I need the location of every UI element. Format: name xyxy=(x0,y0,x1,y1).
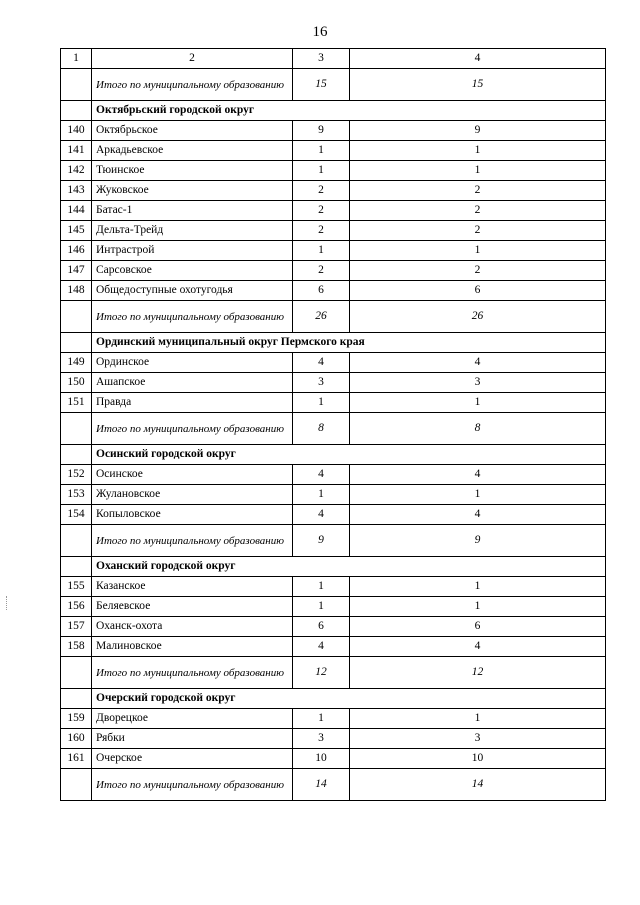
row-number: 140 xyxy=(61,121,92,141)
col4-value: 4 xyxy=(350,637,606,657)
row-number: 141 xyxy=(61,141,92,161)
col3-value: 1 xyxy=(293,709,350,729)
header-cell-3: 3 xyxy=(293,49,350,69)
subtotal-label: Итого по муниципальному образованию xyxy=(92,301,293,333)
col3-value: 4 xyxy=(293,353,350,373)
table-row xyxy=(61,597,606,617)
col3-value: 1 xyxy=(293,597,350,617)
row-number: 142 xyxy=(61,161,92,181)
header-cell-2: 2 xyxy=(92,49,293,69)
subtotal-row xyxy=(61,769,606,801)
scan-edge-mark xyxy=(6,596,8,610)
table-row xyxy=(61,637,606,657)
hunting-ground-name: Ординское xyxy=(92,353,293,373)
col3-value: 1 xyxy=(293,161,350,181)
table-row xyxy=(61,485,606,505)
subtotal-label: Итого по муниципальному образованию xyxy=(92,657,293,689)
col4-value: 6 xyxy=(350,617,606,637)
table-row xyxy=(61,709,606,729)
col4-value: 15 xyxy=(350,69,606,101)
hunting-ground-name: Октябрьское xyxy=(92,121,293,141)
hunting-ground-name: Сарсовское xyxy=(92,261,293,281)
col3-value: 9 xyxy=(293,525,350,557)
col3-value: 9 xyxy=(293,121,350,141)
col3-value: 6 xyxy=(293,617,350,637)
section-row xyxy=(61,333,606,353)
table-row xyxy=(61,617,606,637)
row-number: 158 xyxy=(61,637,92,657)
table-row xyxy=(61,353,606,373)
table-row xyxy=(61,261,606,281)
hunting-ground-name: Тюинское xyxy=(92,161,293,181)
hunting-ground-name: Казанское xyxy=(92,577,293,597)
subtotal-row xyxy=(61,525,606,557)
col3-value: 4 xyxy=(293,465,350,485)
subtotal-label: Итого по муниципальному образованию xyxy=(92,69,293,101)
section-title: Оханский городской округ xyxy=(92,557,606,577)
col3-value: 1 xyxy=(293,393,350,413)
col4-value: 9 xyxy=(350,121,606,141)
col3-value: 2 xyxy=(293,221,350,241)
hunting-grounds-table xyxy=(60,48,606,801)
col4-value: 8 xyxy=(350,413,606,445)
hunting-ground-name: Дельта-Трейд xyxy=(92,221,293,241)
subtotal-label: Итого по муниципальному образованию xyxy=(92,769,293,801)
table-row xyxy=(61,141,606,161)
col3-value: 6 xyxy=(293,281,350,301)
row-number: 147 xyxy=(61,261,92,281)
row-number xyxy=(61,657,92,689)
hunting-ground-name: Оханск-охота xyxy=(92,617,293,637)
row-number: 153 xyxy=(61,485,92,505)
row-number xyxy=(61,769,92,801)
row-number: 155 xyxy=(61,577,92,597)
table-row xyxy=(61,201,606,221)
hunting-ground-name: Аркадьевское xyxy=(92,141,293,161)
col4-value: 14 xyxy=(350,769,606,801)
hunting-ground-name: Жулановское xyxy=(92,485,293,505)
col3-value: 4 xyxy=(293,505,350,525)
row-number: 145 xyxy=(61,221,92,241)
subtotal-label: Итого по муниципальному образованию xyxy=(92,413,293,445)
col4-value: 4 xyxy=(350,465,606,485)
hunting-ground-name: Батас-1 xyxy=(92,201,293,221)
col3-value: 1 xyxy=(293,577,350,597)
subtotal-row xyxy=(61,413,606,445)
col3-value: 2 xyxy=(293,181,350,201)
row-number: 144 xyxy=(61,201,92,221)
col3-value: 3 xyxy=(293,373,350,393)
row-number: 161 xyxy=(61,749,92,769)
col3-value: 15 xyxy=(293,69,350,101)
col4-value: 9 xyxy=(350,525,606,557)
row-number xyxy=(61,69,92,101)
row-number: 148 xyxy=(61,281,92,301)
hunting-ground-name: Копыловское xyxy=(92,505,293,525)
col3-value: 1 xyxy=(293,141,350,161)
page-number: 16 xyxy=(312,24,328,40)
hunting-ground-name: Осинское xyxy=(92,465,293,485)
col3-value: 26 xyxy=(293,301,350,333)
section-row xyxy=(61,445,606,465)
table-row xyxy=(61,281,606,301)
col4-value: 12 xyxy=(350,657,606,689)
header-cell-1: 1 xyxy=(61,49,92,69)
col4-value: 2 xyxy=(350,201,606,221)
section-title: Ординский муниципальный округ Пермского края xyxy=(92,333,606,353)
col4-value: 2 xyxy=(350,261,606,281)
hunting-ground-name: Общедоступные охотугодья xyxy=(92,281,293,301)
row-number: 143 xyxy=(61,181,92,201)
col4-value: 1 xyxy=(350,485,606,505)
col4-value: 1 xyxy=(350,597,606,617)
col4-value: 2 xyxy=(350,221,606,241)
hunting-ground-name: Рябки xyxy=(92,729,293,749)
col4-value: 6 xyxy=(350,281,606,301)
hunting-ground-name: Правда xyxy=(92,393,293,413)
col3-value: 14 xyxy=(293,769,350,801)
col4-value: 1 xyxy=(350,161,606,181)
col3-value: 8 xyxy=(293,413,350,445)
row-number: 151 xyxy=(61,393,92,413)
col3-value: 10 xyxy=(293,749,350,769)
col3-value: 1 xyxy=(293,241,350,261)
hunting-ground-name: Очерское xyxy=(92,749,293,769)
table-row xyxy=(61,161,606,181)
col3-value: 3 xyxy=(293,729,350,749)
col3-value: 12 xyxy=(293,657,350,689)
table-row xyxy=(61,373,606,393)
table-row xyxy=(61,577,606,597)
section-title: Осинский городской округ xyxy=(92,445,606,465)
subtotal-row xyxy=(61,69,606,101)
row-number xyxy=(61,525,92,557)
table-row xyxy=(61,121,606,141)
hunting-ground-name: Жуковское xyxy=(92,181,293,201)
row-number: 154 xyxy=(61,505,92,525)
col4-value: 2 xyxy=(350,181,606,201)
hunting-ground-name: Беляевское xyxy=(92,597,293,617)
section-num-cell xyxy=(61,557,92,577)
hunting-ground-name: Дворецкое xyxy=(92,709,293,729)
col3-value: 2 xyxy=(293,201,350,221)
header-cell-4: 4 xyxy=(350,49,606,69)
section-row xyxy=(61,689,606,709)
section-num-cell xyxy=(61,333,92,353)
hunting-ground-name: Ашапское xyxy=(92,373,293,393)
row-number: 146 xyxy=(61,241,92,261)
col4-value: 4 xyxy=(350,505,606,525)
col4-value: 3 xyxy=(350,729,606,749)
table-row xyxy=(61,505,606,525)
section-num-cell xyxy=(61,445,92,465)
section-row xyxy=(61,101,606,121)
header-row xyxy=(61,49,606,69)
section-num-cell xyxy=(61,689,92,709)
row-number: 159 xyxy=(61,709,92,729)
col3-value: 2 xyxy=(293,261,350,281)
col3-value: 4 xyxy=(293,637,350,657)
row-number: 156 xyxy=(61,597,92,617)
row-number: 149 xyxy=(61,353,92,373)
table-row xyxy=(61,181,606,201)
col4-value: 1 xyxy=(350,393,606,413)
col4-value: 26 xyxy=(350,301,606,333)
col4-value: 10 xyxy=(350,749,606,769)
section-title: Очерский городской округ xyxy=(92,689,606,709)
col3-value: 1 xyxy=(293,485,350,505)
subtotal-row xyxy=(61,657,606,689)
table-row xyxy=(61,749,606,769)
subtotal-row xyxy=(61,301,606,333)
table-row xyxy=(61,465,606,485)
col4-value: 1 xyxy=(350,141,606,161)
hunting-ground-name: Интрастрой xyxy=(92,241,293,261)
table-body xyxy=(61,49,606,801)
row-number xyxy=(61,413,92,445)
col4-value: 1 xyxy=(350,241,606,261)
table-row xyxy=(61,221,606,241)
table-row xyxy=(61,241,606,261)
subtotal-label: Итого по муниципальному образованию xyxy=(92,525,293,557)
table-row xyxy=(61,393,606,413)
row-number xyxy=(61,301,92,333)
row-number: 150 xyxy=(61,373,92,393)
col4-value: 1 xyxy=(350,577,606,597)
section-row xyxy=(61,557,606,577)
row-number: 152 xyxy=(61,465,92,485)
row-number: 157 xyxy=(61,617,92,637)
section-num-cell xyxy=(61,101,92,121)
col4-value: 4 xyxy=(350,353,606,373)
col4-value: 3 xyxy=(350,373,606,393)
section-title: Октябрьский городской округ xyxy=(92,101,606,121)
table-row xyxy=(61,729,606,749)
row-number: 160 xyxy=(61,729,92,749)
col4-value: 1 xyxy=(350,709,606,729)
hunting-ground-name: Малиновское xyxy=(92,637,293,657)
